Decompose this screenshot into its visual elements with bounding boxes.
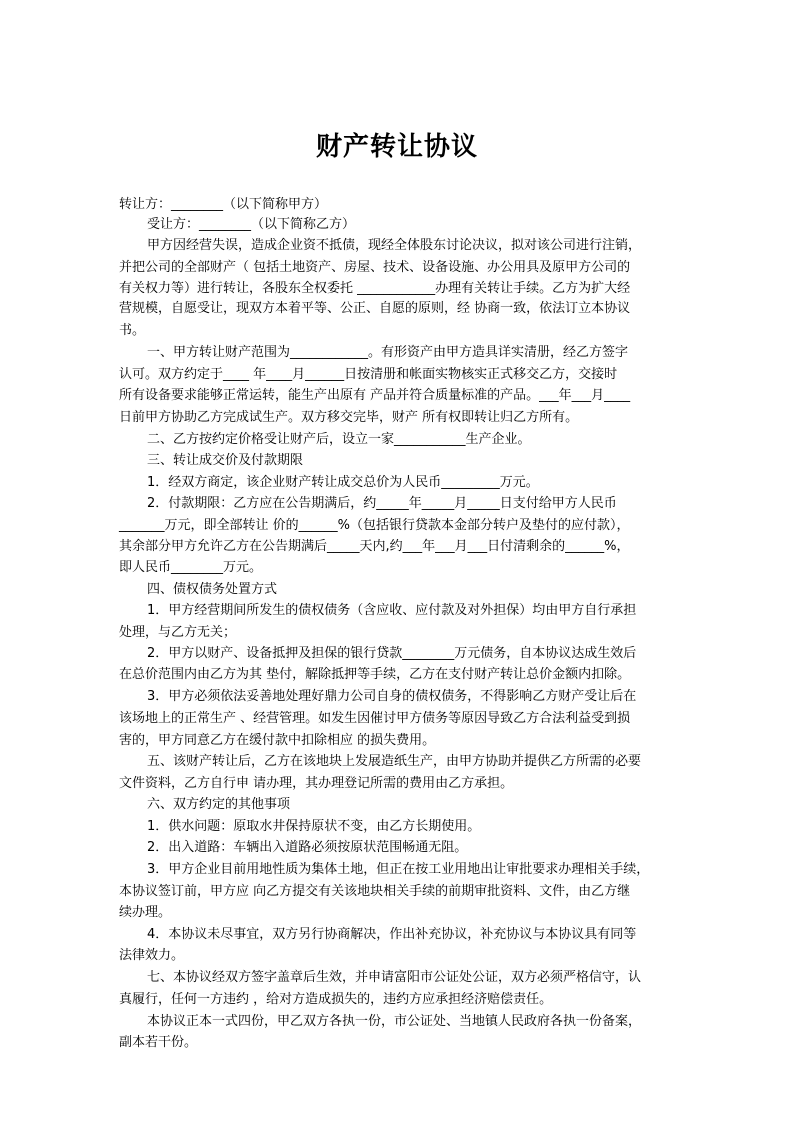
document-line: 所有设备要求能够正常运转，能生产出原有 产品并符合质量标准的产品。___年___月____ bbox=[119, 388, 631, 403]
document-line: 书。 bbox=[119, 323, 146, 338]
document-line: 四、债权债务处置方式 bbox=[147, 582, 278, 597]
document-line: 真履行，任何一方违约 ，给对方造成损失的，违约方应承担经济赔偿责任。 bbox=[119, 992, 553, 1007]
document-line: 在总价范围内由乙方为其 垫付，解除抵押等手续，乙方在支付财产转让总价金额内扣除。 bbox=[119, 667, 631, 682]
document-line: 1．供水问题：原取水井保持原状不变，由乙方长期使用。 bbox=[147, 819, 481, 834]
document-line: 其余部分甲方允许乙方在公告期满后_____天内,约___年___月___日付清剩余的______%， bbox=[119, 539, 630, 554]
document-line: 害的，甲方同意乙方在缓付款中扣除相应 的损失费用。 bbox=[119, 733, 436, 748]
document-line: 七、本协议经双方签字盖章后生效，并申请富阳市公证处公证，双方必须严格信守，认 bbox=[147, 970, 642, 985]
document-title: 财产转让协议 bbox=[315, 132, 478, 162]
document-line: 转让方：________（以下简称甲方） bbox=[119, 197, 328, 212]
document-line: 并把公司的全部财产（ 包括土地资产、房屋、技术、设备设施、办公用具及原甲方公司的 bbox=[119, 260, 631, 275]
document-line: 即人民币________万元。 bbox=[119, 560, 263, 575]
document-line: 2．付款期限：乙方应在公告期满后，约_____年_____月_____日支付给甲方人民币 bbox=[147, 496, 617, 511]
document-line: 六、双方约定的其他事项 bbox=[147, 797, 291, 812]
document-line: 日前甲方协助乙方完成试生产。双方移交完毕，财产 所有权即转让归乙方所有。 bbox=[119, 410, 579, 425]
document-line: _______万元，即全部转让 价的______%（包括银行贷款本金部分转户及垫付的应付款）， bbox=[119, 518, 630, 533]
document-line: 有关权力等）进行转让，各股东全权委托 ____________办理有关转让手续。乙方为扩大经 bbox=[119, 281, 631, 296]
document-line: 二、乙方按约定价格受让财产后，设立一家___________生产企业。 bbox=[147, 432, 531, 447]
document-line: 1．甲方经营期间所发生的债权债务（含应收、应付款及对外担保）均由甲方自行承担 bbox=[147, 603, 637, 618]
document-line: 文件资料，乙方自行申 请办理，其办理登记所需的费用由乙方承担。 bbox=[119, 776, 514, 791]
document-line: 本协议正本一式四份，甲乙双方各执一份，市公证处、当地镇人民政府各执一份备案， bbox=[147, 1014, 642, 1029]
document-line: 续办理。 bbox=[119, 905, 172, 920]
document-line: 受让方：________（以下简称乙方） bbox=[147, 217, 356, 232]
document-line: 法律效力。 bbox=[119, 948, 185, 963]
document-line: 处理，与乙方无关； bbox=[119, 625, 237, 640]
document-line: 认可。双方约定于____ 年____月______日按清册和帐面实物核实正式移交乙方，交接时 bbox=[119, 367, 618, 382]
document-line: 该场地上的正常生产 、经营管理。如发生因催讨甲方债务等原因导致乙方合法利益受到损 bbox=[119, 711, 631, 726]
document-line: 营规模，自愿受让，现双方本着平等、公正、自愿的原则，经 协商一致，依法订立本协议 bbox=[119, 301, 631, 316]
document-line: 1．经双方商定，该企业财产转让成交总价为人民币_________万元。 bbox=[147, 475, 539, 490]
document-line: 3．甲方企业目前用地性质为集体土地，但正在按工业用地出让审批要求办理相关手续， bbox=[147, 862, 650, 877]
document-line: 甲方因经营失误，造成企业资不抵债，现经全体股东讨论决议，拟对该公司进行注销， bbox=[147, 238, 642, 253]
document-line: 4．本协议未尽事宜，双方另行协商解决，作出补充协议，补充协议与本协议具有同等 bbox=[147, 927, 637, 942]
document-line: 本协议签订前，甲方应 向乙方提交有关该地块相关手续的前期审批资料、文件，由乙方继 bbox=[119, 884, 631, 899]
document-line: 3．甲方必须依法妥善地处理好鼎力公司自身的债权债务，不得影响乙方财产受让后在 bbox=[147, 689, 637, 704]
document-line: 2．出入道路：车辆出入道路必须按原状范围畅通无阻。 bbox=[147, 840, 468, 855]
document-line: 一、甲方转让财产范围为____________。有形资产由甲方造具详实清册，经乙方签字 bbox=[147, 345, 629, 360]
document-line: 副本若干份。 bbox=[119, 1035, 198, 1050]
document-line: 五、该财产转让后，乙方在该地块上发展造纸生产，由甲方协助并提供乙方所需的必要 bbox=[147, 754, 642, 769]
document-line: 三、转让成交价及付款期限 bbox=[147, 453, 304, 468]
document-line: 2．甲方以财产、设备抵押及担保的银行贷款________万元债务，自本协议达成生效后 bbox=[147, 646, 637, 661]
